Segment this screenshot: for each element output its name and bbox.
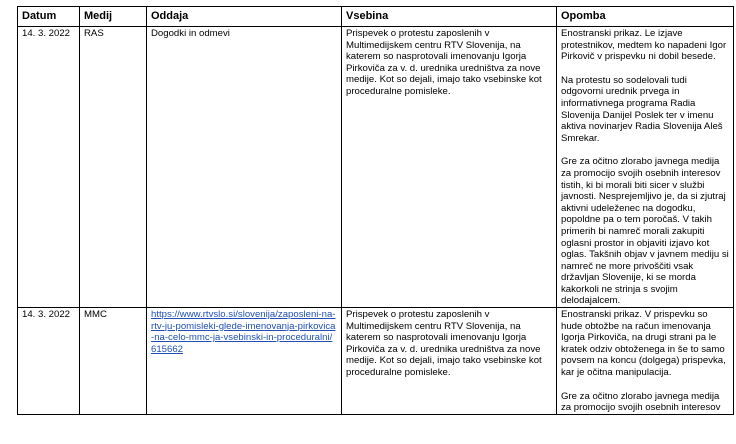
header-medium: Medij — [80, 7, 147, 27]
note-paragraph: Gre za očitno zlorabo javnega medija za promocijo svojih osebnih interesov tistih, ki bi morali biti sicer v službi javnosti. Nesprejemljivo je, da si zjutraj aktivni udeleženec na dogodku, popoldne pa o tem poročaš. V takih primerih bi namreč morali zakupiti oglasni prostor in objaviti izjavo kot oglas. Takšnih objav v javnem mediju si namreč ne more privoščiti vsak državljan Slovenije, ki se morda kakorkoli ne strinja s svojim delodajalcem. — [561, 156, 729, 307]
cell-medium: RAS — [80, 27, 147, 308]
header-row — [18, 7, 734, 27]
cell-content: Prispevek o protestu zaposlenih v Multimedijskem centru RTV Slovenija, na katerem so nasprotovali imenovanju Igorja Pirkoviča za v. d. urednika uredništva za nove medije. Kot so dejali, imajo tako vsebinske kot proceduralne pomisleke. — [342, 308, 557, 415]
header-content: Vsebina — [342, 7, 557, 27]
note-paragraph: Na protestu so sodelovali tudi odgovorni urednik prvega in informativnega programa Radia Slovenija Danijel Poslek ter v imenu aktiva novinarjev Radia Slovenija Aleš Smrekar. — [561, 74, 723, 144]
header-show: Oddaja — [147, 7, 342, 27]
note-paragraph: Enostranski prikaz. Le izjave protestnikov, medtem ko napadeni Igor Pirkovič v prispevku ni dobil besede. — [561, 28, 727, 63]
table-row — [18, 308, 734, 415]
table-row — [18, 27, 734, 308]
cell-note — [557, 27, 734, 308]
cell-date: 14. 3. 2022 — [18, 308, 80, 415]
note-paragraph: Gre za očitno zlorabo javnega medija za promocijo svojih osebnih interesov — [561, 390, 721, 414]
cell-note — [557, 308, 734, 415]
cell-medium: MMC — [80, 308, 147, 415]
cell-content: Prispevek o protestu zaposlenih v Multimedijskem centru RTV Slovenija, na katerem so nasprotovali imenovanju Igorja Pirkoviča za v. d. urednika uredništva za nove medije. Kot so dejali, imajo tako vsebinske kot proceduralne pomisleke. — [342, 27, 557, 308]
article-link[interactable]: https://www.rtvslo.si/slovenija/zaposleni-na-rtv-ju-pomisleki-glede-imenovanja-pirkovica-na-celo-mmc-ja-vsebinski-in-proceduralni/615662 — [151, 309, 336, 355]
cell-date: 14. 3. 2022 — [18, 27, 80, 308]
media-monitoring-table — [17, 6, 734, 415]
cell-show — [147, 308, 342, 415]
note-paragraph: Enostranski prikaz. V prispevku so hude obtožbe na račun imenovanja Igorja Pirkoviča, na drugi strani pa le kratek odziv obtoženega in še to samo povsem na koncu (dolgega) prispevka, kar je očitna manipulacija. — [561, 309, 726, 379]
cell-show: Dogodki in odmevi — [147, 27, 342, 308]
header-note: Opomba — [557, 7, 734, 27]
header-date: Datum — [18, 7, 80, 27]
